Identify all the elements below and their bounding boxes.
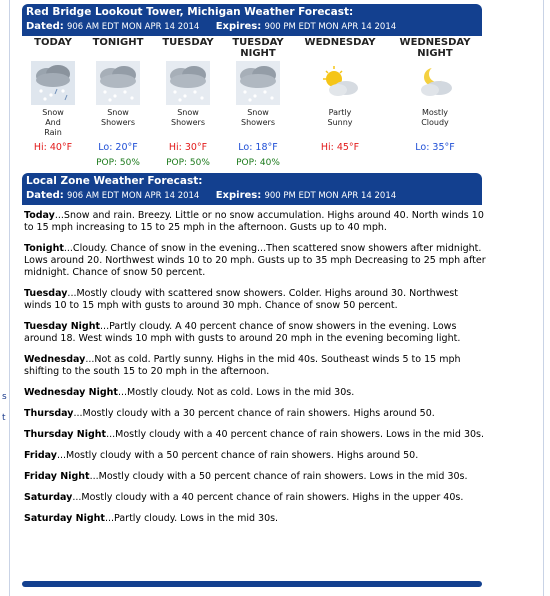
period-tonight [78,37,158,169]
period-label: Tonight [24,243,64,254]
period-name: WEDNESDAY NIGHT [399,37,471,59]
seven-day-forecast [22,37,482,173]
period-tuesday-night [218,37,298,169]
period-temperature: Hi: 30°F [168,142,208,153]
footer-bar [22,581,482,587]
text-forecast-list [22,210,486,525]
period-label: Thursday Night [24,429,107,440]
text-forecast-item [24,471,486,483]
forecast-panel [22,4,486,534]
text-forecast-item [24,243,486,279]
period-precip-chance: POP: 50% [96,158,140,168]
left-margin-fragment: t [2,413,6,423]
period-text: ...Partly cloudy. Lows in the mid 30s. [104,513,279,524]
right-frame-border [543,0,544,596]
text-forecast-item [24,288,486,312]
local-forecast-dates [26,189,478,203]
dated-value: 906 AM EDT MON APR 14 2014 [66,191,200,201]
forecast-title: Red Bridge Lookout Tower, Michigan Weather Forecast: [26,6,354,18]
period-text: ...Mostly cloudy with a 40 percent chance of rain showers. Lows in the mid 30s. [106,429,485,440]
period-condition: Partly Sunny [327,108,353,127]
local-forecast-title: Local Zone Weather Forecast: [26,175,203,187]
period-text: ...Partly cloudy. A 40 percent chance of snow showers in the evening. Lows around 18. West winds 10 mph with gusts to around 20 mph in the evening becoming light. [24,321,461,344]
period-wednesday [300,37,380,153]
period-tuesday [148,37,228,169]
period-text: ...Mostly cloudy with a 30 percent chance of rain showers. Highs around 50. [73,408,435,419]
text-forecast-item [24,450,486,462]
period-label: Wednesday Night [24,387,118,398]
text-forecast-item [24,492,486,504]
text-forecast-item [24,387,486,399]
period-wednesday-night [395,37,475,153]
period-label: Wednesday [24,354,86,365]
period-name: TONIGHT [92,37,144,48]
mostly-cloudy-night-icon [413,61,457,105]
left-margin-fragment: s [2,392,7,402]
period-text: ...Mostly cloudy with a 40 percent chance of rain showers. Highs in the upper 40s. [72,492,464,503]
period-condition: Snow Showers [171,108,205,127]
period-text: ...Mostly cloudy with scattered snow showers. Colder. Highs around 30. Northwest winds 10 to 15 mph with gusts to around 30 mph. Chance of snow 50 percent. [24,288,458,311]
text-forecast-item [24,408,486,420]
period-precip-chance: POP: 40% [236,158,280,168]
snow-showers-icon [96,61,140,105]
period-text: ...Snow and rain. Breezy. Little or no snow accumulation. Highs around 40. North winds 10 to 15 mph increasing to 15 to 25 mph in the afternoon. Gusts up to 40 mph. [24,210,484,233]
text-forecast-item [24,429,486,441]
dated-value: 906 AM EDT MON APR 14 2014 [66,22,200,32]
period-text: ...Mostly cloudy with a 50 percent chance of rain showers. Highs around 50. [56,450,419,461]
period-name: WEDNESDAY [304,37,376,48]
text-forecast-item [24,513,486,525]
local-forecast-header-band [22,173,482,205]
expires-label: Expires: [215,190,262,201]
period-temperature: Hi: 40°F [33,142,73,153]
snow-showers-icon [236,61,280,105]
snow-showers-icon [166,61,210,105]
period-precip-chance: POP: 50% [166,158,210,168]
period-temperature: Lo: 35°F [415,142,455,153]
period-name: TODAY [34,37,72,48]
left-frame-border [9,0,10,596]
period-name: TUESDAY NIGHT [232,37,284,59]
snow-rain-icon [31,61,75,105]
period-temperature: Lo: 18°F [238,142,278,153]
expires-value: 900 PM EDT MON APR 14 2014 [264,22,397,32]
period-condition: Snow Showers [101,108,135,127]
period-temperature: Lo: 20°F [98,142,138,153]
period-label: Saturday Night [24,513,105,524]
text-forecast-item [24,321,486,345]
period-name: TUESDAY [162,37,214,48]
period-condition: Mostly Cloudy [421,108,449,127]
partly-sunny-icon [318,61,362,105]
forecast-dates [26,20,478,34]
text-forecast-item [24,210,486,234]
dated-label: Dated: [26,21,64,32]
period-label: Today [24,210,55,221]
period-label: Tuesday [24,288,68,299]
period-text: ...Mostly cloudy. Not as cold. Lows in the mid 30s. [117,387,355,398]
period-temperature: Hi: 45°F [320,142,360,153]
forecast-header-band [22,4,482,36]
dated-label: Dated: [26,190,64,201]
period-text: ...Mostly cloudy with a 50 percent chance of rain showers. Lows in the mid 30s. [89,471,468,482]
period-label: Saturday [24,492,73,503]
period-text: ...Not as cold. Partly sunny. Highs in the mid 40s. Southeast winds 5 to 15 mph shifting to the south 15 to 20 mph in the afternoon. [24,354,461,377]
period-condition: Snow Showers [241,108,275,127]
text-forecast-item [24,354,486,378]
period-condition: Snow And Rain [42,108,64,137]
expires-label: Expires: [215,21,262,32]
period-label: Friday [24,450,57,461]
period-label: Friday Night [24,471,90,482]
period-label: Tuesday Night [24,321,101,332]
expires-value: 900 PM EDT MON APR 14 2014 [264,191,397,201]
period-text: ...Cloudy. Chance of snow in the evening...Then scattered snow showers after midnight. Lows around 20. Northwest winds 10 to 20 mph. Gusts up to 35 mph Decreasing to 25 mph after midnight. Chance of snow 50 percent. [24,243,486,278]
period-label: Thursday [24,408,74,419]
